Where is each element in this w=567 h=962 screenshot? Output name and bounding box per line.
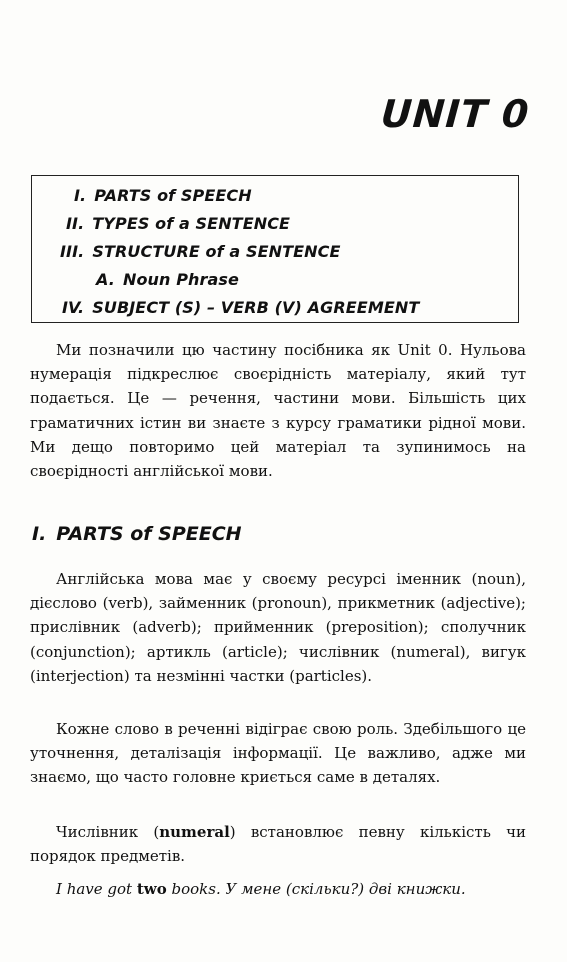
contents-item-number: IV. bbox=[62, 298, 85, 317]
intro-paragraph: Ми позначили цю частину посібника як Unit 0. Нульова нумерація підкреслює своєрідність матеріалу, який тут подається. Це — речення, частини мови. Більшість цих граматичних істин ви знаєте з курсу граматики рідної мови. Ми дещо повторимо цей матеріал та зупинимось на своєрідності англійської мови. bbox=[30, 341, 526, 481]
contents-item-noun-phrase bbox=[96, 270, 239, 289]
numeral-paragraph-start: Числівник ( bbox=[56, 823, 160, 841]
contents-item-text: STRUCTURE of a SENTENCE bbox=[92, 242, 341, 261]
example-part-2: books. У мене (скільки?) дві книжки. bbox=[166, 880, 466, 898]
numeral-paragraph bbox=[30, 820, 526, 868]
numeral-term: numeral bbox=[159, 823, 230, 841]
contents-item-number: A. bbox=[96, 270, 115, 289]
example-part-1: I have got bbox=[56, 880, 137, 898]
example-sentence bbox=[56, 880, 466, 898]
section-heading bbox=[32, 523, 242, 545]
section-number: I. bbox=[32, 523, 47, 545]
example-bold-word: two bbox=[136, 880, 167, 898]
contents-item-number: II. bbox=[66, 214, 85, 233]
contents-item-text: TYPES of a SENTENCE bbox=[92, 214, 291, 233]
contents-item-subject-verb-agreement bbox=[62, 298, 419, 317]
contents-item-text: Noun Phrase bbox=[122, 270, 239, 289]
contents-box bbox=[31, 175, 519, 323]
unit-title: UNIT 0 bbox=[379, 92, 531, 136]
word-role-paragraph: Кожне слово в реченні відіграє свою роль. Здебільшого це уточнення, деталізація інформації. Це важливо, адже ми знаємо, що часто головне криється саме в деталях. bbox=[30, 720, 526, 787]
contents-item-text: SUBJECT (S) – VERB (V) AGREEMENT bbox=[92, 298, 420, 317]
contents-item-number: I. bbox=[74, 186, 87, 205]
contents-item-parts-of-speech bbox=[74, 186, 252, 205]
parts-of-speech-paragraph: Англійська мова має у своєму ресурсі іменник (noun), дієслово (verb), займенник (pronoun), прикметник (adjective); прислівник (adverb); прийменник (preposition); сполучник (conjunction); артикль (article); числівник (numeral), вигук (interjection) та незмінні частки (particles). bbox=[30, 570, 526, 685]
contents-item-types-of-sentence bbox=[66, 214, 290, 233]
numeral-paragraph-end: ) встановлює певну кількість чи порядок предметів. bbox=[30, 823, 527, 866]
contents-item-structure-of-sentence bbox=[60, 242, 341, 261]
contents-item-number: III. bbox=[60, 242, 85, 261]
contents-item-text: PARTS of SPEECH bbox=[94, 186, 252, 205]
section-title: PARTS of SPEECH bbox=[56, 523, 242, 545]
